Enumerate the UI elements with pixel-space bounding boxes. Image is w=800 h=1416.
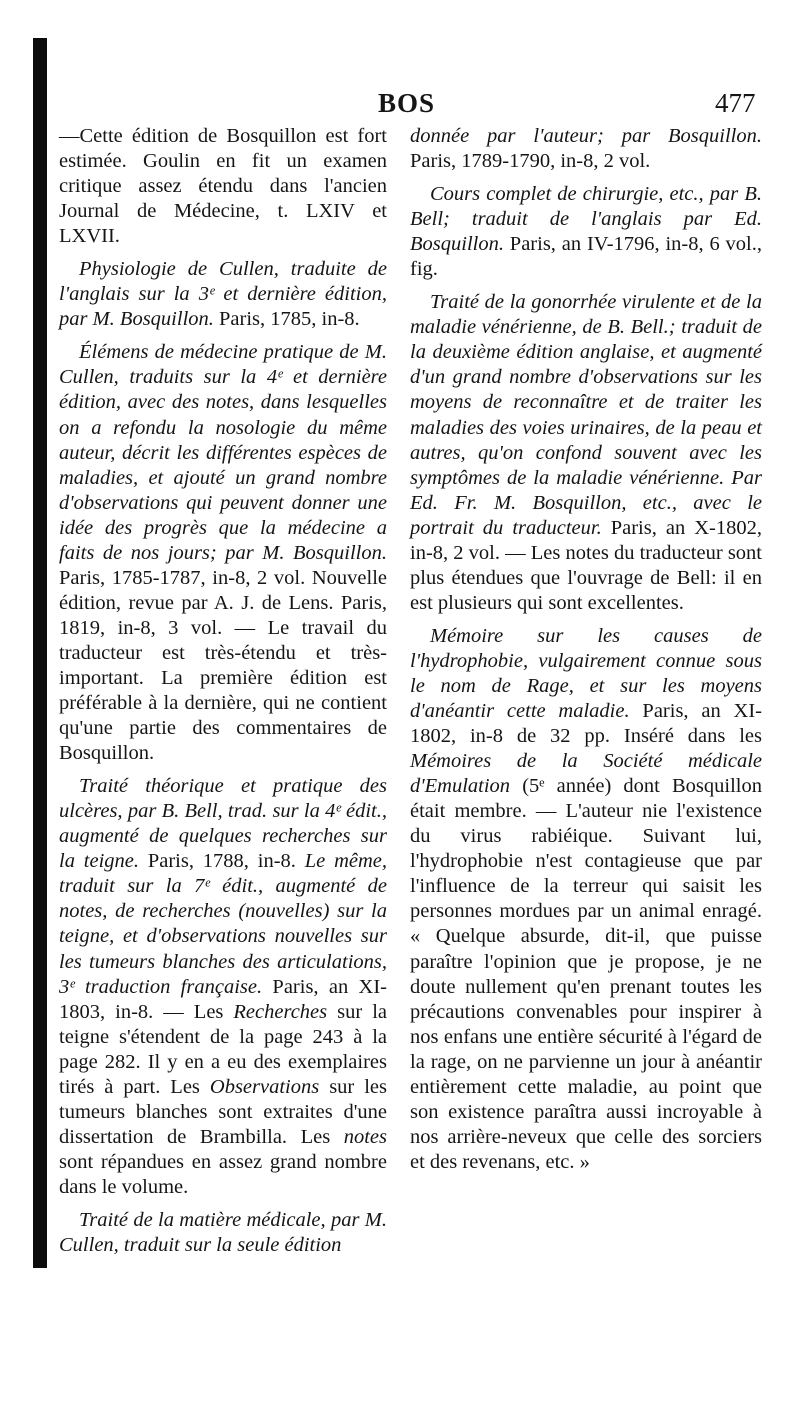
- entry-text: Paris, 1789-1790, in-8, 2 vol.: [410, 150, 651, 173]
- entry-text: —Cette édition de Bosquillon est fort estimée. Goulin en fit un examen critique assez étendu dans l'ancien Journal de Médecine, t. LXIV et LXVII.: [59, 125, 387, 248]
- entry-text: Paris, an XI-1803, in-8. — Les: [59, 975, 387, 1023]
- entry-title: Physiologie de Cullen, traduite de l'anglais sur la 3ᵉ et dernière édition, par M. Bosquillon.: [59, 258, 387, 331]
- entry-paragraph: [59, 1208, 387, 1258]
- entry-text: (5ᵉ année) dont Bosquillon était membre. — L'auteur nie l'existence du virus rabiéique. Suivant lui, l'hydrophobie n'est contagieuse que par l'influence de la terreur qui saisit les personnes mordues par un animal enragé. « Quelque absurde, dit-il, que puisse paraître l'opinion que je propose, je ne doute nullement qu'en prenant toutes les précautions convenables pour inspirer à nos enfans une entière sécurité à l'égard de la rage, on ne parvienne un jour à anéantir entièrement cette maladie, au point que son existence paraîtra aussi incroyable à nos arrière-neveux que celle des sorciers et des revenans, etc. »: [410, 775, 762, 1173]
- entry-paragraph: [59, 340, 387, 766]
- entry-emphasis: Recherches: [233, 1000, 328, 1023]
- entry-text: sont répandues en assez grand nombre dans le volume.: [59, 1150, 387, 1198]
- entry-title: Traité de la gonorrhée virulente et de la maladie vénérienne, de B. Bell.; traduit de la deuxième édition anglaise, et augmenté d'un grand nombre d'observations sur les moyens de reconnaître et de traiter les maladies des voies urinaires, de la peau et autres, qu'on confond souvent avec les symptômes de la maladie vénérienne. Par Ed. Fr. M. Bosquillon, etc., avec le portrait du traducteur.: [410, 291, 762, 539]
- running-title: BOS: [378, 88, 436, 118]
- running-head: [0, 84, 800, 124]
- entry-title: Le même, traduit sur la 7ᵉ édit., augmenté de notes, de recherches (nouvelles) sur la teigne, et d'observations nouvelles sur les tumeurs blanches des articulations, 3ᵉ traduction française.: [59, 850, 387, 998]
- entry-text: sur la teigne s'étendent de la page 243 à la page 282. Il y en a eu des exemplaires tirés à part. Les: [59, 1000, 387, 1098]
- entry-paragraph: [410, 124, 762, 174]
- entry-paragraph: [59, 774, 387, 1200]
- entry-title: Traité théorique et pratique des ulcères, par B. Bell, trad. sur la 4ᵉ édit., augmenté de quelques recherches sur la teigne.: [59, 775, 387, 873]
- entry-text: sur les tumeurs blanches sont extraites d'une dissertation de Brambilla. Les: [59, 1075, 387, 1148]
- entry-paragraph: [410, 182, 762, 282]
- entry-title: Mémoires de la Société médicale d'Emulation: [410, 750, 762, 798]
- entry-paragraph: [410, 290, 762, 616]
- entry-paragraph: [59, 124, 387, 249]
- entry-text: Paris, 1785-1787, in-8, 2 vol. Nouvelle édition, revue par A. J. de Lens. Paris, 1819, in-8, 3 vol. — Le travail du traducteur est très-étendu et très-important. La première édition est préférable à la dernière, qui ne contient qu'une partie des commentaires de Bosquillon.: [59, 566, 387, 765]
- page-number: 477: [715, 88, 756, 118]
- entry-text: Paris, 1785, in-8.: [213, 308, 360, 331]
- entry-title: Traité de la matière médicale, par M. Cullen, traduit sur la seule édition: [59, 1208, 387, 1257]
- entry-paragraph: [59, 257, 387, 332]
- entry-title: donnée par l'auteur; par Bosquillon.: [410, 125, 762, 147]
- entry-title: Mémoire sur les causes de l'hydrophobie, vulgairement connue sous le nom de Rage, et sur les moyens d'anéantir cette maladie.: [410, 624, 762, 723]
- left-column: [59, 124, 387, 1266]
- entry-title: Élémens de médecine pratique de M. Cullen, traduits sur la 4ᵉ et dernière édition, avec des notes, dans lesquelles on a refondu la nosologie du même auteur, décrit les différentes espèces de maladies, et ajouté un grand nombre d'observations qui peuvent donner une idée des progrès que la médecine a faits de nos jours; par M. Bosquillon.: [59, 341, 387, 564]
- entry-emphasis: notes: [343, 1125, 387, 1148]
- entry-text: Paris, an IV-1796, in-8, 6 vol., fig.: [410, 233, 762, 281]
- entry-paragraph: [410, 624, 762, 1175]
- entry-text: Paris, 1788, in-8.: [139, 850, 305, 873]
- entry-text: Paris, an XI-1802, in-8 de 32 pp. Inséré dans les: [410, 700, 762, 748]
- entry-text: Paris, an X-1802, in-8, 2 vol. — Les notes du traducteur sont plus étendues que l'ouvrage de Bell: il en est plusieurs qui sont excellentes.: [410, 516, 762, 614]
- right-column: [410, 124, 762, 1183]
- entry-title: Cours complet de chirurgie, etc., par B. Bell; traduit de l'anglais par Ed. Bosquillon.: [410, 183, 762, 256]
- entry-emphasis: Observations: [209, 1075, 320, 1098]
- scan-edge-shadow: [33, 38, 47, 1268]
